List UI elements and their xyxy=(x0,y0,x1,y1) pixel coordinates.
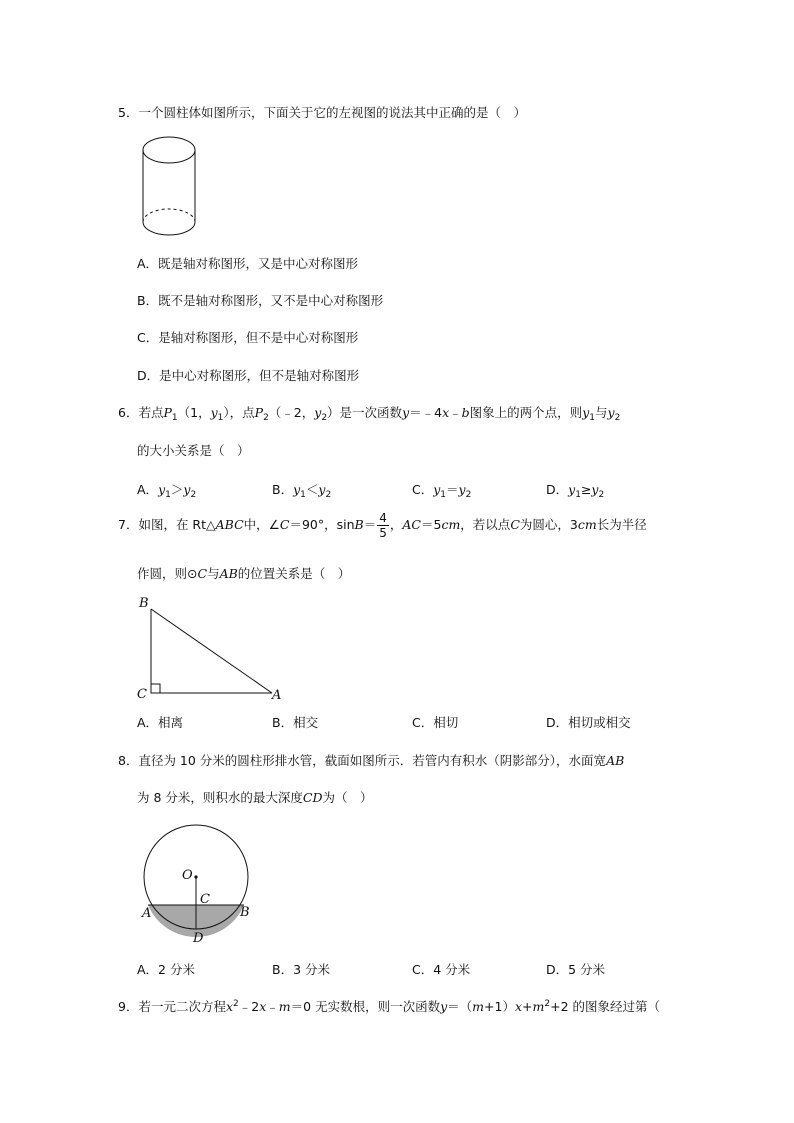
q8-option-b: B．3 分米 xyxy=(272,962,331,977)
q6-option-c: C．$y_1=y_2$ xyxy=(412,482,472,500)
q5-option-a: A．既是轴对称图形，又是中心对称图形 xyxy=(137,256,359,271)
q8-stem-line1: 8．直径为 10 分米的圆柱形排水管，截面如图所示．若管内有积水（阴影部分），水面宽AB xyxy=(118,753,625,768)
q6-option-d: D．$y_1\ge y_2$ xyxy=(546,482,605,500)
q7-option-a: A．相离 xyxy=(137,715,184,730)
label-c: C xyxy=(200,892,210,907)
q7-option-b: B．相交 xyxy=(272,715,319,730)
q6-stem-line1: 6．若点$P_1(1$，$y_1$），点$P_2(﹣2$，$y_2$）是一次函数y＝﹣4x﹣b图象上的两个点，则$y_1$与$y_2$ xyxy=(118,405,621,423)
q8-option-c: C．4 分米 xyxy=(412,962,471,977)
q5-option-b: B．既不是轴对称图形，又不是中心对称图形 xyxy=(137,293,384,308)
q8-option-d: D．5 分米 xyxy=(546,962,606,977)
center-point-o xyxy=(194,875,197,878)
label-a: A xyxy=(142,906,152,921)
q7-stem-line1: 7．如图，在 Rt△ABC中，∠C＝90°，sinB＝ $\frac{4}{5}$ ，AC＝5cm，若以点C为圆心，3cm长为半径 xyxy=(118,511,647,540)
vertex-label-b: B xyxy=(139,596,149,611)
vertex-label-a: A xyxy=(272,688,282,703)
q8-option-a: A．2 分米 xyxy=(137,962,195,977)
label-d: D xyxy=(193,931,204,946)
q7-stem-line2: 作圆，则⊙C与AB的位置关系是（ ） xyxy=(137,566,351,581)
q7-option-c: C．相切 xyxy=(412,715,459,730)
q5-option-c: C．是轴对称图形，但不是中心对称图形 xyxy=(137,330,359,345)
label-o: O xyxy=(182,868,193,883)
vertex-label-c: C xyxy=(137,687,147,702)
q9-stem: 9．若一元二次方程$x^2﹣2x﹣m=0$ 无实数根，则一次函数$y=(m+1)x+m^2+2$ 的图象经过第（ xyxy=(118,999,661,1014)
q6-option-b: B．$y_1<y_2$ xyxy=(272,482,332,500)
q5-option-d: D．是中心对称图形，但不是轴对称图形 xyxy=(137,368,360,383)
q8-stem-line2: 为 8 分米，则积水的最大深度CD为（ ） xyxy=(137,790,373,805)
q5-stem: 5．一个圆柱体如图所示，下面关于它的左视图的说法其中正确的是（ ） xyxy=(118,105,526,120)
q7-option-d: D．相切或相交 xyxy=(546,715,631,730)
sin-b-fraction: $\frac{4}{5}$ xyxy=(379,511,387,540)
q6-option-a: A．$y_1>y_2$ xyxy=(137,482,197,500)
label-b: B xyxy=(240,905,250,920)
q6-stem-line2: 的大小关系是（ ） xyxy=(137,443,250,458)
